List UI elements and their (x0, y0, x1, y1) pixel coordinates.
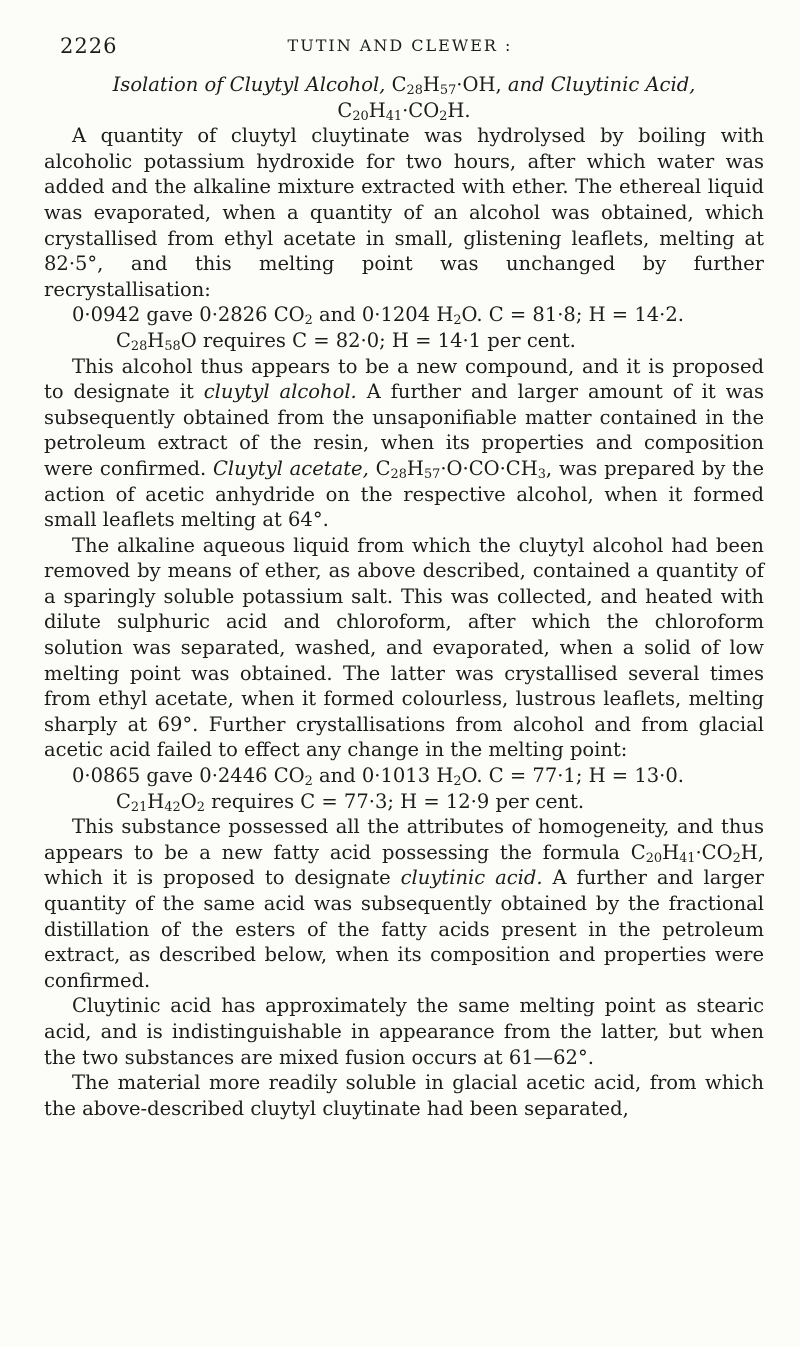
analysis-line-2: 0·0865 gave 0·2446 $CO_2$ and 0·1013 $H_2O$. C = 77·1; H = 13·0. (72, 764, 684, 790)
paragraph-melting-point: Cluytinic acid has approximately the same melting point as stearic acid, and is indistinguishable in appearance from the latter, but when the two substances are mixed fusion occurs at 61—62°. (44, 994, 764, 1069)
page-number: 2226 (60, 34, 118, 58)
requires-line-1: $C_{28}H_{58}O$ requires C = 82·0; H = 14·1 per cent. (116, 328, 576, 355)
section-heading (44, 72, 764, 98)
heading-mid: and Cluytinic Acid, (501, 73, 696, 96)
paragraph-continuation: The material more readily soluble in glacial acetic acid, from which the above-described cluytyl cluytinate had been separated, (44, 1071, 764, 1120)
body-text (44, 72, 764, 1121)
paragraph-cluytinic-acid: This substance possessed all the attributes of homogeneity, and thus appears to be a new fatty acid possessing the formula $C_{20}H_{41}\cdot CO_2H$, which it is proposed to designate cluytinic acid. A further and larger quantity of the same acid was subsequently obtained by the fractional distillation of the esters of the fatty acids present in the petroleum extract, as described below, when its composition and properties were confirmed. (44, 815, 764, 992)
requires-line-2: $C_{21}H_{42}O_2$ requires C = 77·3; H = 12·9 per cent. (116, 789, 585, 815)
heading-intro: Isolation of Cluytyl Alcohol, (112, 73, 386, 96)
alcohol-formula: $C_{28}H_{57}\cdot OH$, (391, 73, 502, 99)
paragraph-alkaline-liquid: The alkaline aqueous liquid from which the cluytyl alcohol had been removed by means of ether, as above described, contained a quantity of a sparingly soluble potassium salt. This was collected, and heated with dilute sulphuric acid and chloroform, after which the chloroform solution was separated, washed, and evaporated, when a solid of low melting point was obtained. The latter was crystallised several times from ethyl acetate, when it formed colourless, lustrous leaflets, melting sharply at 69°. Further crystallisations from alcohol and from glacial acetic acid failed to effect any change in the melting point: (44, 533, 764, 762)
paragraph-cluytyl-alcohol: This alcohol thus appears to be a new compound, and it is proposed to designate it cluytyl alcohol. A further and larger amount of it was subsequently obtained from the unsaponifiable matter contained in the petroleum extract of the resin, when its properties and composition were confirmed. Cluytyl acetate, $C_{28}H_{57}\cdot O\cdot CO\cdot CH_3$, was prepared by the action of acetic anhydride on the respective alcohol, when it formed small leaflets melting at 64°. (44, 354, 764, 532)
acid-formula: $C_{20}H_{41}\cdot CO_2H$. (337, 98, 471, 124)
paragraph-hydrolysis: A quantity of cluytyl cluytinate was hydrolysed by boiling with alcoholic potassium hydroxide for two hours, after which water was added and the alkaline mixture extracted with ether. The ethereal liquid was evaporated, when a quantity of an alcohol was obtained, which crystallised from ethyl acetate in small, glistening leaflets, melting at 82·5°, and this melting point was unchanged by further recrystallisation: (44, 124, 764, 301)
running-title: TUTIN AND CLEWER : (287, 36, 513, 55)
analysis-line-1: 0·0942 gave 0·2826 $CO_2$ and 0·1204 $H_2O$. C = 81·8; H = 14·2. (72, 303, 684, 329)
